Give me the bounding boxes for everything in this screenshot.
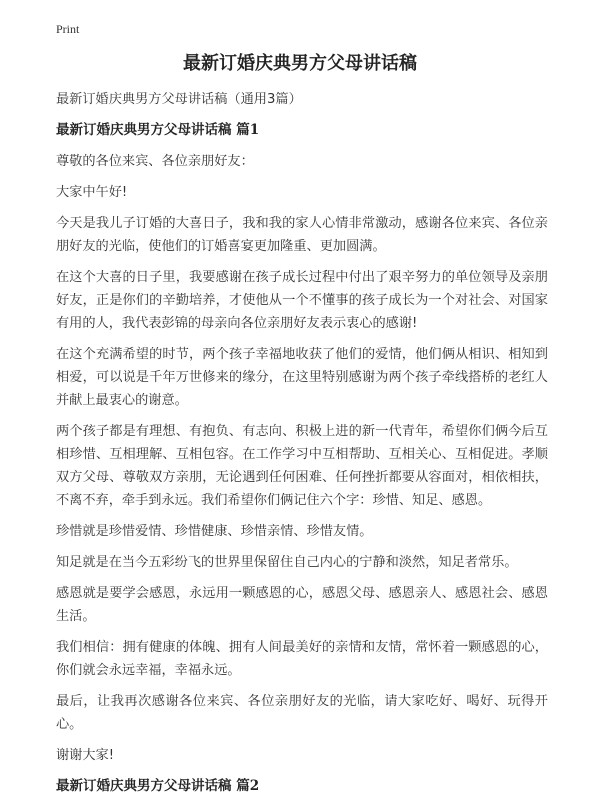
paragraph: 今天是我儿子订婚的大喜日子，我和我的家人心情非常激动，感谢各位来宾、各位亲朋好友的光临，使他们的订婚喜宴更加隆重、更加圆满。 <box>56 216 548 254</box>
paragraph: 珍惜就是珍惜爱情、珍惜健康、珍惜亲情、珍惜友情。 <box>56 524 373 539</box>
paragraph: 两个孩子都是有理想、有抱负、有志向、积极上进的新一代青年，希望你们俩今后互相珍惜、互相理解、互相包容。在工作学习中互相帮助、互相关心、互相促进。孝顺双方父母、尊敬双方亲朋，无论遇到任何困难、任何挫折都要从容面对，相依相扶，不离不弃，牵手到永远。我们希望你们俩记住六个字：珍惜、知足、感恩。 <box>56 424 548 508</box>
paragraph: 感恩就是要学会感恩，永远用一颗感恩的心，感恩父母、感恩亲人、感恩社会、感恩生活。 <box>56 586 548 624</box>
document-title: 最新订婚庆典男方父母讲话稿 <box>183 53 417 74</box>
section-heading-2: 最新订婚庆典男方父母讲话稿 篇2 <box>56 778 260 794</box>
paragraph-greeting: 尊敬的各位来宾、各位亲朋好友： <box>56 154 254 169</box>
document-body <box>56 88 548 806</box>
document-subtitle: 最新订婚庆典男方父母讲话稿（通用3篇） <box>56 92 302 107</box>
paragraph: 在这个充满希望的时节，两个孩子幸福地收获了他们的爱情，他们俩从相识、相知到相爱，可以说是千年万世修来的缘分，在这里特别感谢为两个孩子牵线搭桥的老红人并献上最衷心的谢意。 <box>56 347 548 408</box>
paragraph: 在这个大喜的日子里，我要感谢在孩子成长过程中付出了艰辛努力的单位领导及亲朋好友，正是你们的辛勤培养，才使他从一个不懂事的孩子成长为一个对社会、对国家有用的人，我代表彭锦的母亲向各位亲朋好友表示衷心的感谢! <box>56 270 548 331</box>
paragraph: 最后，让我再次感谢各位来宾、各位亲朋好友的光临，请大家吃好、喝好、玩得开心。 <box>56 694 548 732</box>
print-link[interactable]: Print <box>56 22 80 36</box>
paragraph: 知足就是在当今五彩纷飞的世界里保留住自己内心的宁静和淡然，知足者常乐。 <box>56 555 518 570</box>
paragraph-hello: 大家中午好! <box>56 185 128 200</box>
paragraph-thanks: 谢谢大家! <box>56 748 115 763</box>
section-heading-1: 最新订婚庆典男方父母讲话稿 篇1 <box>56 122 260 138</box>
paragraph: 我们相信：拥有健康的体魄、拥有人间最美好的亲情和友情，常怀着一颗感恩的心，你们就会永远幸福，幸福永远。 <box>56 640 548 678</box>
